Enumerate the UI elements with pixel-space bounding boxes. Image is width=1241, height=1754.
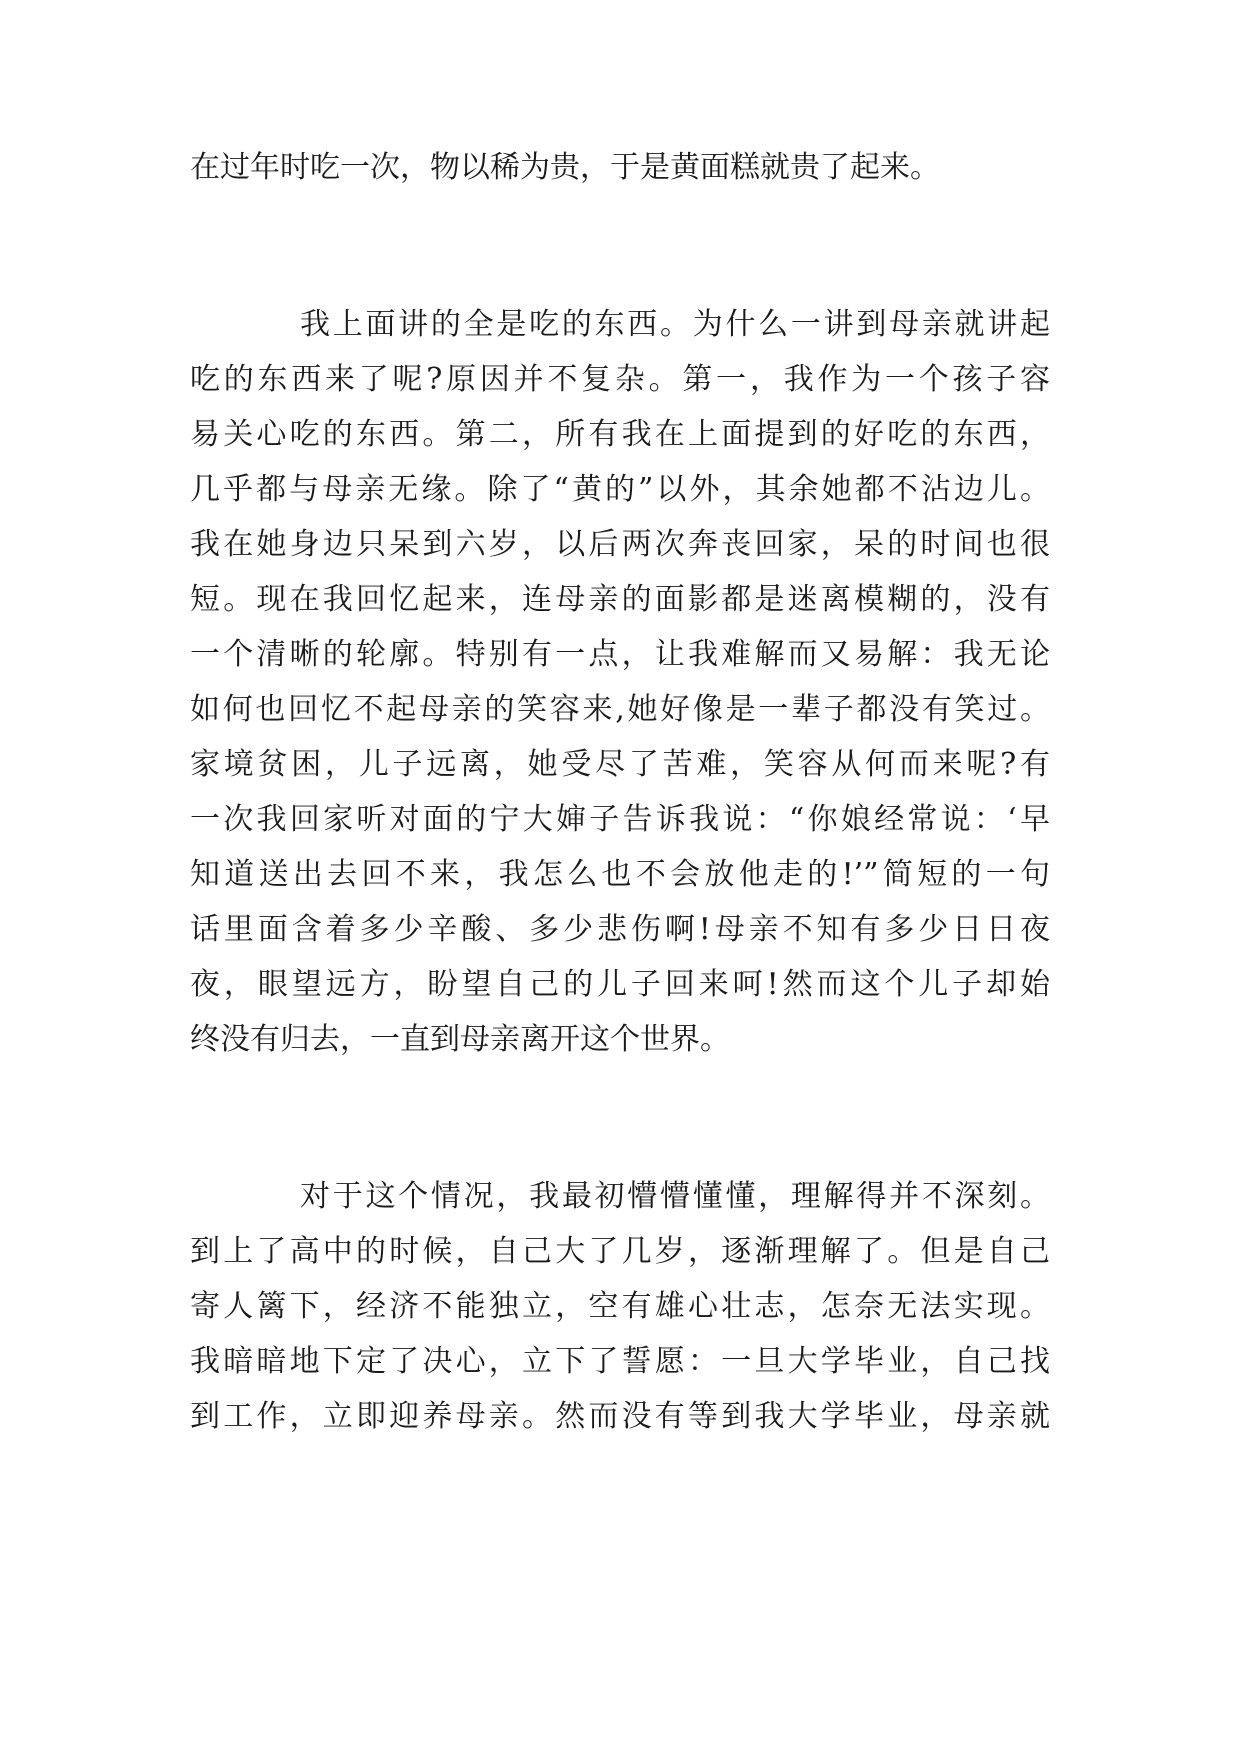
paragraph-2-line-14: 终没有归去，一直到母亲离开这个世界。	[190, 1022, 730, 1057]
paragraph-2-line-5: 我在她身边只呆到六岁，以后两次奔丧回家，呆的时间也很	[190, 527, 1050, 562]
paragraph-3-line-5: 到工作，立即迎养母亲。然而没有等到我大学毕业，母亲就	[190, 1399, 1050, 1434]
paragraph-2-line-4: 几乎都与母亲无缘。除了“黄的”以外，其余她都不沾边儿。	[190, 472, 1050, 507]
paragraph-3-line-2: 到上了高中的时候，自己大了几岁，逐渐理解了。但是自己	[190, 1234, 1050, 1269]
paragraph-2-line-2: 吃的东西来了呢?原因并不复杂。第一，我作为一个孩子容	[190, 362, 1050, 397]
paragraph-3-line-1: 对于这个情况，我最初懵懵懂懂，理解得并不深刻。	[300, 1179, 1050, 1214]
paragraph-2-line-10: 一次我回家听对面的宁大婶子告诉我说：“你娘经常说：‘早	[190, 802, 1050, 837]
paragraph-2-line-3: 易关心吃的东西。第二，所有我在上面提到的好吃的东西，	[190, 417, 1050, 452]
paragraph-1-line-1: 在过年时吃一次，物以稀为贵，于是黄面糕就贵了起来。	[190, 150, 940, 185]
paragraph-2-line-11: 知道送出去回不来，我怎么也不会放他走的!’”简短的一句	[190, 857, 1050, 892]
paragraph-2-line-1: 我上面讲的全是吃的东西。为什么一讲到母亲就讲起	[300, 307, 1050, 342]
paragraph-2-line-13: 夜，眼望远方，盼望自己的儿子回来呵!然而这个儿子却始	[190, 967, 1050, 1002]
paragraph-3-line-4: 我暗暗地下定了决心，立下了誓愿：一旦大学毕业，自己找	[190, 1344, 1050, 1379]
paragraph-2-line-8: 如何也回忆不起母亲的笑容来,她好像是一辈子都没有笑过。	[190, 692, 1050, 727]
paragraph-2-line-6: 短。现在我回忆起来，连母亲的面影都是迷离模糊的，没有	[190, 582, 1050, 617]
paragraph-2-line-7: 一个清晰的轮廓。特别有一点，让我难解而又易解：我无论	[190, 637, 1050, 672]
paragraph-2-line-12: 话里面含着多少辛酸、多少悲伤啊!母亲不知有多少日日夜	[190, 912, 1050, 947]
paragraph-3-line-3: 寄人篱下，经济不能独立，空有雄心壮志，怎奈无法实现。	[190, 1289, 1050, 1324]
paragraph-2-line-9: 家境贫困，儿子远离，她受尽了苦难，笑容从何而来呢?有	[190, 747, 1050, 782]
